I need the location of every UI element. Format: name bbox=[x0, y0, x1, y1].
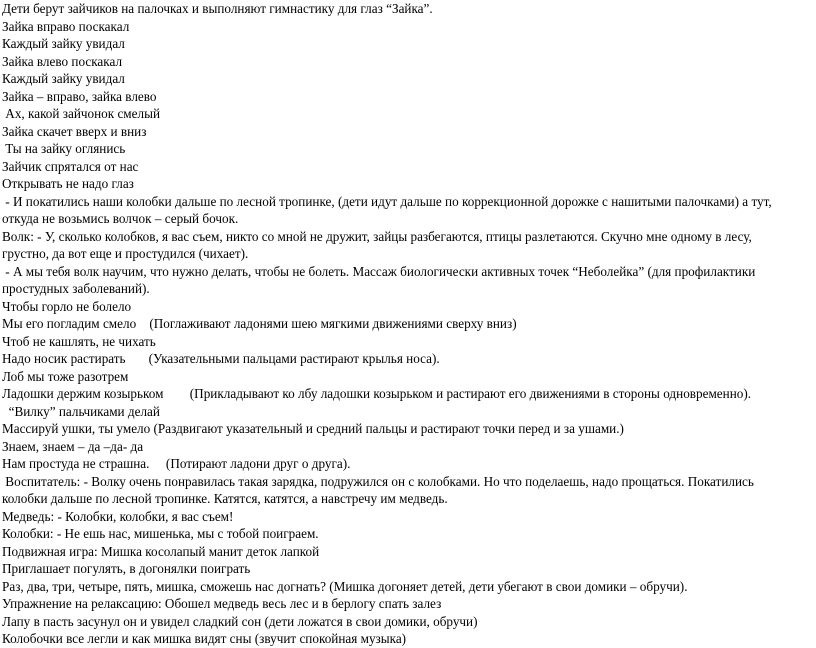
paragraph: - И покатились наши колобки дальше по лесной тропинке, (дети идут дальше по коррекционной дорожке с нашитыми палочками) а тут, откуда не возьмись волчок – серый бочок. bbox=[2, 193, 775, 226]
poem-line: Каждый зайку увидал bbox=[2, 71, 125, 86]
paragraph: Воспитатель: - Волку очень понравилась такая зарядка, подружился он с колобками. Но что поделаешь, надо прощаться. Покатились колобки дальше по лесной тропинке. Катятся, катятся, а навстречу им медведь. bbox=[2, 473, 758, 506]
poem-line: Чтобы горло не болело bbox=[2, 298, 132, 314]
dialogue-line: Медведь: - Колобки, колобки, я вас съем! bbox=[2, 508, 234, 524]
poem-line: Ты на зайку оглянись bbox=[2, 141, 126, 156]
poem-line: Чтоб не кашлять, не чихать bbox=[2, 333, 156, 349]
text-line-intro: Дети берут зайчиков на палочках и выполняют гимнастику для глаз “Зайка”. bbox=[2, 1, 433, 16]
poem-line: Нам простуда не страшна. (Потирают ладони друг о друга). bbox=[2, 456, 351, 471]
poem-line: Ладошки держим козырьком (Прикладывают ко лбу ладошки козырьком и растирают его движениями в стороны одновременно). bbox=[2, 386, 752, 401]
text-line: Приглашает погулять, в догонялки поиграть bbox=[2, 561, 251, 576]
text-line: Раз, два, три, четыре, пять, мишка, сможешь нас догнать? (Мишка догоняет детей, дети убегают в свои домики – обручи). bbox=[2, 578, 688, 594]
poem-line: Мы его погладим смело (Поглаживают ладонями шею мягкими движениями сверху вниз) bbox=[2, 316, 517, 331]
poem-line: Открывать не надо глаз bbox=[2, 176, 134, 191]
poem-line: Знаем, знаем – да –да- да bbox=[2, 438, 144, 454]
poem-line: Лоб мы тоже разотрем bbox=[2, 368, 129, 384]
text-line: Лапу в пасть засунул он и увидел сладкий сон (дети ложатся в свои домики, обручи) bbox=[2, 613, 478, 629]
poem-line: Надо носик растирать (Указательными пальцами растирают крылья носа). bbox=[2, 351, 440, 366]
text-line: Колобочки все легли и как мишка видят сны (звучит спокойная музыка) bbox=[2, 631, 407, 646]
dialogue-line: Колобки: - Не ешь нас, мишенька, мы с тобой поиграем. bbox=[2, 526, 319, 541]
poem-line: “Вилку” пальчиками делай bbox=[2, 403, 160, 419]
text-line: Подвижная игра: Мишка косолапый манит деток лапкой bbox=[2, 543, 320, 559]
poem-line: Зайка скачет вверх и вниз bbox=[2, 123, 147, 139]
poem-line: Зайка – вправо, зайка влево bbox=[2, 88, 157, 104]
poem-line: Зайка влево поскакал bbox=[2, 53, 123, 69]
poem-line: Массируй ушки, ты умело (Раздвигают указательный и средний пальцы и растирают точки перед и за ушами.) bbox=[2, 421, 624, 436]
poem-line: Зайчик спрятался от нас bbox=[2, 158, 139, 174]
text-line: Упражнение на релаксацию: Обошел медведь весь лес и в берлогу спать залез bbox=[2, 596, 442, 611]
paragraph: - А мы тебя волк научим, что нужно делать, чтобы не болеть. Массаж биологически активных точек “Неболейка” (для профилактики простудных заболеваний). bbox=[2, 263, 759, 296]
poem-line: Зайка вправо поскакал bbox=[2, 18, 130, 34]
paragraph: Волк: - У, сколько колобков, я вас съем, никто со мной не дружит, зайцы разбегаются, птицы разлетаются. Скучно мне одному в лесу, грустно, да вот еще и простудился (чихает). bbox=[2, 228, 756, 261]
poem-line: Ах, какой зайчонок смелый bbox=[2, 106, 161, 121]
poem-line: Каждый зайку увидал bbox=[2, 36, 125, 51]
